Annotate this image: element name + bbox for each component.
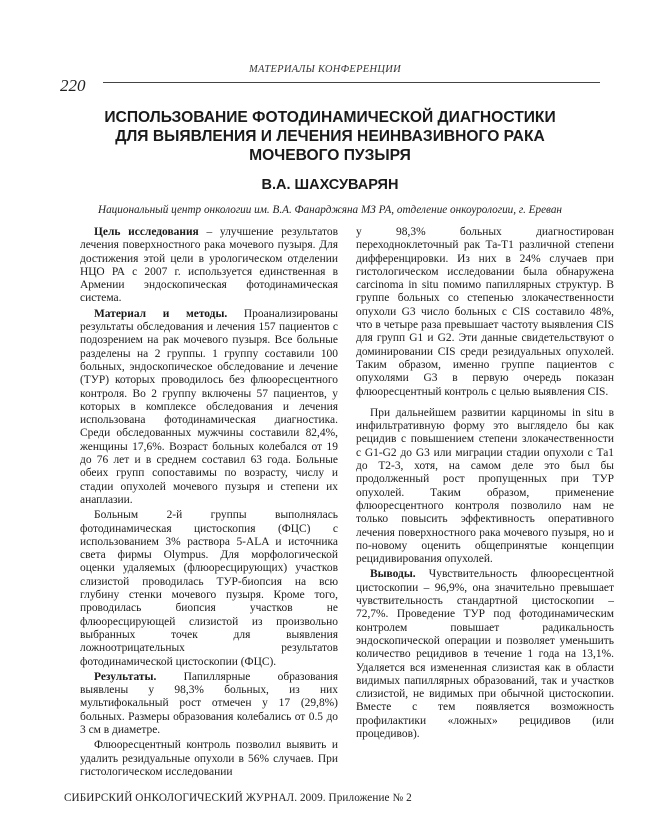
paragraph-text: Больным 2-й группы выполнялась фотодинамическая цистоскопия (ФЦС) с использованием 3% раствора 5-ALA и источника света фирмы Olympus. Для морфологической оценки удаляемых (флюоресцирующих) участков слизистой проводилась ТУР-биопсия на всю глубину стенки мочевого пузыря. Кроме того, проводилась биопсия участков не флюоресцирующей слизистой из произвольно выбранных точек для выявления ложноотрицательных результатов фотодинамической цистоскопии (ФЦС).	[80, 509, 338, 668]
journal-footer: СИБИРСКИЙ ОНКОЛОГИЧЕСКИЙ ЖУРНАЛ. 2009. Приложение № 2	[64, 792, 412, 804]
paragraph-results	[80, 671, 338, 737]
paragraph-lead: Цель исследования	[94, 226, 199, 238]
header-rule	[103, 82, 600, 83]
paragraph-procedure	[80, 509, 338, 669]
running-head: МАТЕРИАЛЫ КОНФЕРЕНЦИИ	[248, 64, 402, 75]
page-number: 220	[60, 76, 86, 95]
paragraph-fluorescence	[80, 739, 338, 779]
paragraph-text: Флюоресцентный контроль позволил выявить и удалить резидуальные опухоли в 56% случаев. При гистологическом исследовании	[80, 739, 338, 778]
paragraph-text: Проанализированы результаты обследования и лечения 157 пациентов с подозрением на рак мочевого пузыря. Все больные разделены на 2 группы. 1 группу составили 100 больных, эндоскопическое обследование и лечение (ТУР) которых проводилось без флюоресцентного контроля. Во 2 группу включены 57 пациентов, у которых в комплексе обследования и лечения использована фотодинамическая диагностика. Среди обследованных мужчины составили 82,4%, женщины 17,6%. Возраст больных колебался от 19 до 76 лет и в среднем составил 63 года. Больные обеих групп сопоставимы по возрасту, числу и стадии опухолей мочевого пузыря и степени их анаплазии.	[80, 307, 338, 506]
article-title	[60, 108, 600, 165]
paragraph-histology	[356, 226, 614, 399]
right-column	[356, 226, 614, 741]
paragraph-text: – улучшение результатов лечения поверхностного рака мочевого пузыря. Для достижения этой цели в урологическом отделении НЦО РА с 2007 г. используется единственная в Армении эндоскопическая фотодинамическая система.	[80, 226, 338, 305]
paragraph-lead: Результаты.	[94, 670, 157, 683]
paragraph-lead: Выводы.	[370, 568, 416, 581]
paragraph-text: При дальнейшем развитии карциномы in situ в инфильтративную форму это выглядело бы как рецидив с повышением степени злокачественности с G1-G2 до G3 или миграции стадии опухоли с Та1 до Т2-3, хотя, на самом деле это был бы продолженный рост пропущенных при ТУР опухолей. Таким образом, применение флюоресцентного контроля позволило нам не только повысить эффективность оперативного лечения поверхностного рака мочевого пузыря, но и по-новому оценить общепринятые концепции рецидивирования опухолей.	[356, 406, 614, 566]
paragraph-discussion	[356, 407, 614, 567]
paragraph-text: Чувствительность флюоресцентной цистоскопии – 96,9%, она значительно превышает чувствительность стандартной цистоскопии – 72,7%. Проведение ТУР под фотодинамическим контролем повышает радикальность эндоскопической операции и позволяет уменьшить количество рецидивов в течение 1 года на 13,1%. Удаляется вся измененная слизистая как в области видимых папиллярных образований, так и участков слизистой, не видимых при обычной цистоскопии. Вместе с тем появляется возможность профилактики «ложных» рецидивов (или процедивов).	[356, 568, 614, 740]
paragraph-text: Папиллярные образования выявлены у 98,3% больных, из них мультифокальный рост отмечен у 17 (29,8%) больных. Размеры образования колебались от 0.5 до 3 см в диаметре.	[80, 670, 338, 736]
title-line: ИСПОЛЬЗОВАНИЕ ФОТОДИНАМИЧЕСКОЙ ДИАГНОСТИКИ	[104, 109, 556, 126]
left-column	[80, 226, 338, 779]
paragraph-conclusions	[356, 568, 614, 741]
author-affiliation: Национальный центр онкологии им. В.А. Фанарджяна МЗ РА, отделение онкоурологии, г. Ереван	[98, 204, 562, 216]
author-name: В.А. ШАХСУВАРЯН	[261, 177, 399, 193]
paragraph-lead: Материал и методы.	[94, 307, 228, 320]
title-line: ДЛЯ ВЫЯВЛЕНИЯ И ЛЕЧЕНИЯ НЕИНВАЗИВНОГО РАКА	[115, 128, 545, 145]
paragraph-text: у 98,3% больных диагностирован переходноклеточный рак Та-Т1 различной степени дифференцировки. Из них в 24% случаев при гистологическом исследовании была обнаружена carcinoma in situ помимо папиллярных структур. В группе больных со степенью злокачественности опухоли G3 число больных с CIS составило 48%, что в четыре раза превышает частоту выявления CIS для групп G1 и G2. Эти данные свидетельствуют о доминировании CIS среди резидуальных опухолей. Таким образом, именно группе пациентов с опухолями G3 в первую очередь показан флюоресцентный контроль с целью выявления CIS.	[356, 226, 614, 398]
title-line: МОЧЕВОГО ПУЗЫРЯ	[249, 147, 411, 164]
paragraph-methods	[80, 308, 338, 507]
paragraph-aim	[80, 226, 338, 306]
